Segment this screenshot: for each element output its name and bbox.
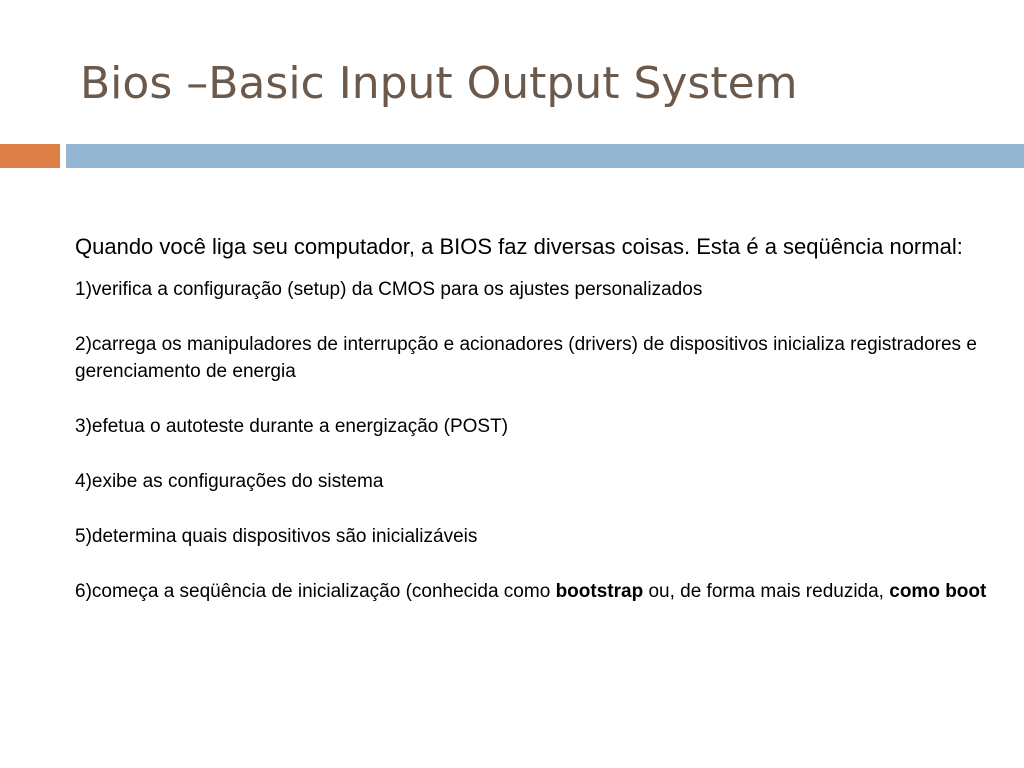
boot-sequence-list	[75, 276, 1005, 605]
intro-paragraph: Quando você liga seu computador, a BIOS faz diversas coisas. Esta é a seqüência normal:	[75, 234, 963, 259]
title-rule-blue	[66, 144, 1024, 168]
step-6-text-start: 6)começa a seqüência de inicialização (conhecida como	[75, 581, 556, 602]
step-2: 2)carrega os manipuladores de interrupção e acionadores (drivers) de dispositivos inicializa registradores e gerenciamento de energia	[75, 334, 977, 382]
step-6	[75, 578, 1005, 605]
step-1: 1)verifica a configuração (setup) da CMOS para os ajustes personalizados	[75, 279, 703, 300]
title-rule-orange	[0, 144, 60, 168]
step-3: 3)efetua o autoteste durante a energização (POST)	[75, 416, 509, 437]
slide-body	[75, 232, 1005, 605]
step-5: 5)determina quais dispositivos são inicializáveis	[75, 526, 478, 547]
bootstrap-term: bootstrap	[555, 581, 644, 602]
step-4: 4)exibe as configurações do sistema	[75, 471, 384, 492]
boot-term: como boot	[889, 581, 987, 602]
step-6-text-middle: ou, de forma mais reduzida,	[643, 581, 890, 602]
slide-title: Bios –Basic Input Output System	[80, 58, 798, 109]
